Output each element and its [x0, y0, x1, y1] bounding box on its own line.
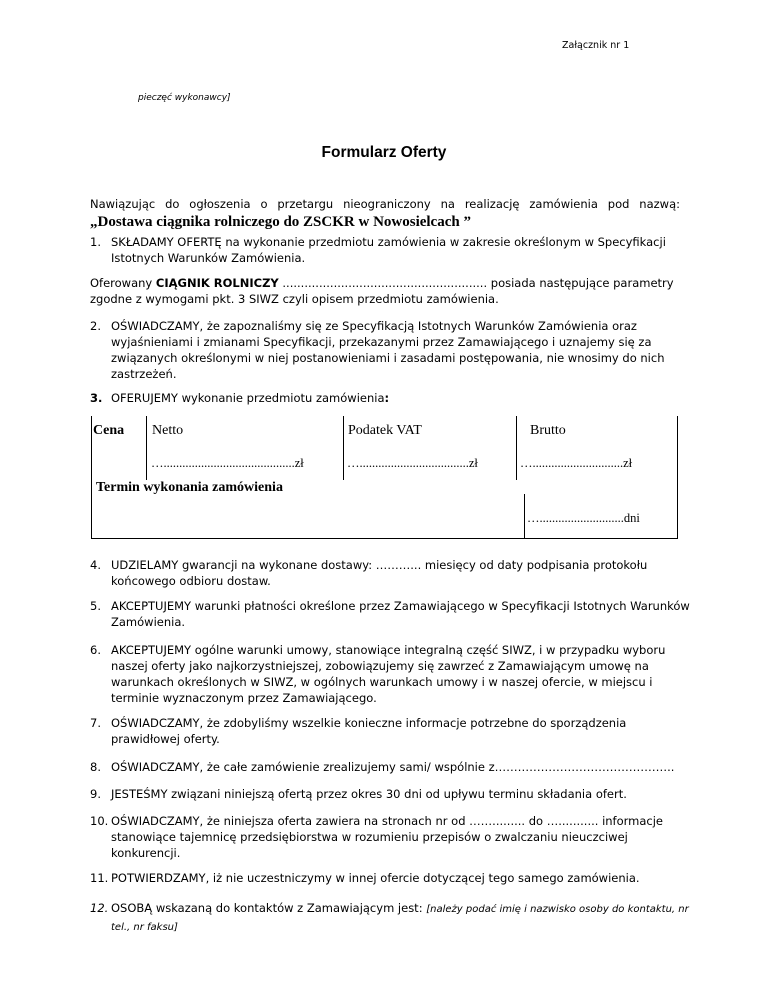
- netto-field[interactable]: …..........................................zł: [151, 456, 304, 470]
- item-text: JESTEŚMY związani niniejszą ofertą przez okres 30 dni od upływu terminu składania ofert.: [111, 787, 627, 801]
- item-note: [należy podać imię i nazwisko osoby do kontaktu, nr tel., nr faksu]: [111, 904, 689, 933]
- item-5: [90, 598, 690, 630]
- item-text: OŚWIADCZAMY, że całe zamówienie zrealizujemy sami/ wspólnie z………………………………………..: [111, 760, 675, 774]
- item-text: AKCEPTUJEMY ogólne warunki umowy, stanowiące integralną część SIWZ, i w przypadku wyboru naszej oferty jako najkorzystniejszej, zobowiązujemy się zawrzeć z Zamawiającym umowę na warunkach określonych w SIWZ, w ogólnych warunkach umowy i w naszej ofercie, w miejscu i terminie wyznaczonym przez Zamawiającego.: [111, 643, 666, 705]
- offer-price-table: [91, 416, 678, 480]
- item-text: OŚWIADCZAMY, że zapoznaliśmy się ze Specyfikacją Istotnych Warunków Zamówienia oraz wyjaśnieniami i zmianami Specyfikacji, przekazanymi przez Zamawiającego i uznajemy się za związanych określonymi w niej postanowieniami i zasadami postępowania, nie wnosimy do nich zastrzeżeń.: [111, 319, 665, 381]
- item-number: 11.: [90, 871, 109, 885]
- offered-item: [90, 275, 690, 307]
- cena-label: Cena: [93, 423, 125, 438]
- item-9: [90, 786, 690, 802]
- intro-text: Nawiązując do ogłoszenia o przetargu nieograniczony na realizację zamówienia pod nazwą:: [90, 197, 680, 211]
- vat-field[interactable]: …...................................zł: [347, 456, 478, 470]
- annex-label: Załącznik nr 1: [562, 40, 630, 51]
- item-number: 6.: [90, 643, 101, 657]
- item-number: 8.: [90, 760, 101, 774]
- item-2: [90, 318, 690, 382]
- item-number: 12.: [90, 901, 109, 915]
- item-7: [90, 715, 690, 747]
- item-text: POTWIERDZAMY, iż nie uczestniczymy w innej ofercie dotyczącej tego samego zamówienia.: [111, 871, 640, 885]
- dni-field[interactable]: …...........................dni: [527, 511, 640, 525]
- item-number: 9.: [90, 787, 101, 801]
- item-12: [90, 900, 690, 936]
- item-text: OŚWIADCZAMY, że zdobyliśmy wszelkie konieczne informacje potrzebne do sporządzenia prawidłowej oferty.: [111, 716, 627, 746]
- item-3: [90, 390, 690, 406]
- item-text: OŚWIADCZAMY, że niniejsza oferta zawiera na stronach nr od ……......... do …........... informacje stanowiące tajemnicę przedsiębiorstwa w rozumieniu przepisów o zwalczaniu nieuczciwej konkurencji.: [111, 814, 664, 860]
- brutto-field[interactable]: ….............................zł: [520, 456, 633, 470]
- item-6: [90, 642, 690, 706]
- offer-rest: ........................................................ posiada następujące parametry zgodne z wymogami pkt. 3 SIWZ czyli opisem przedmiotu zamówienia.: [90, 276, 674, 306]
- offer-lead: Oferowany: [90, 276, 156, 290]
- stamp-placeholder: pieczęć wykonawcy]: [138, 93, 231, 103]
- item-text: OSOBĄ wskazaną do kontaktów z Zamawiającym jest:: [111, 901, 427, 915]
- item-number: 10.: [90, 814, 109, 828]
- item-text: SKŁADAMY OFERTĘ na wykonanie przedmiotu zamówienia w zakresie określonym w Specyfikacji Istotnych Warunków Zamówienia.: [111, 235, 666, 265]
- item-11: [90, 870, 690, 886]
- item-colon: :: [384, 391, 390, 405]
- item-number: 1.: [90, 235, 101, 249]
- item-1: [90, 234, 690, 266]
- item-10: [90, 813, 690, 861]
- item-8: [90, 759, 690, 775]
- termin-box: [91, 480, 678, 539]
- item-text: UDZIELAMY gwarancji na wykonane dostawy: ………... miesięcy od daty podpisania protokołu końcowego odbioru dostaw.: [111, 558, 648, 588]
- item-number: 7.: [90, 716, 101, 730]
- item-text: AKCEPTUJEMY warunki płatności określone przez Zamawiającego w Specyfikacji Istotnych Warunków Zamówienia.: [111, 599, 690, 629]
- item-text: OFERUJEMY wykonanie przedmiotu zamówienia: [111, 391, 385, 405]
- project-name: „Dostawa ciągnika rolniczego do ZSCKR w Nowosielcach ”: [90, 214, 471, 230]
- offer-product: CIĄGNIK ROLNICZY: [155, 276, 279, 290]
- item-number: 3.: [90, 391, 103, 405]
- termin-label: Termin wykonania zamówienia: [96, 480, 283, 495]
- netto-label: Netto: [152, 423, 184, 438]
- item-number: 2.: [90, 319, 101, 333]
- brutto-label: Brutto: [530, 423, 566, 438]
- document-title: Formularz Oferty: [321, 144, 447, 161]
- vat-label: Podatek VAT: [348, 423, 422, 438]
- item-number: 5.: [90, 599, 101, 613]
- item-number: 4.: [90, 558, 101, 572]
- item-4: [90, 557, 690, 589]
